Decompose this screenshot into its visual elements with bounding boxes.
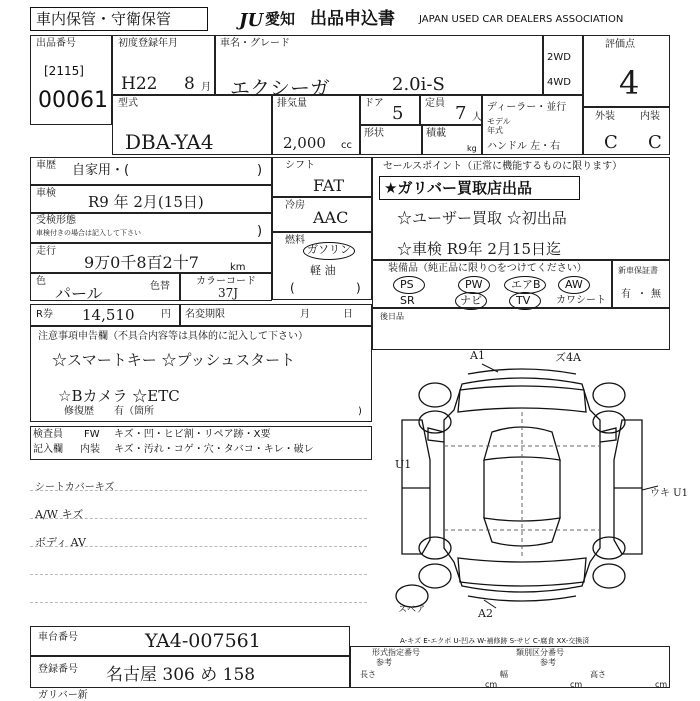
inspector-label-1: 検査員 <box>33 429 63 440</box>
selling-point-1: ☆ユーザー買取 ☆初出品 <box>397 209 567 227</box>
recycle-unit: 円 <box>161 309 171 320</box>
plate-value: 名古屋 306 め 158 <box>106 665 256 685</box>
reg-month-unit: 月 <box>201 82 211 93</box>
history-value: 自家用・( <box>72 163 130 178</box>
class-ref: 参考 <box>540 658 556 667</box>
reg-month: 8 <box>184 74 195 94</box>
accept-label: 受検形態 <box>36 215 76 226</box>
notes-label: 注意事項申告欄（不具合内容等は具体的に記入して下さい） <box>38 331 308 342</box>
mark-a2: A2 <box>478 607 493 620</box>
notes-line-2: ☆Bカメラ ☆ETC <box>58 387 180 405</box>
mileage-unit: km <box>230 262 246 273</box>
equip-airbag: エアB <box>511 278 541 291</box>
accept-close: ) <box>257 224 263 239</box>
reg-era: H22 <box>121 74 158 94</box>
remark-2: A/W キズ <box>35 508 84 521</box>
transfer-month: 月 <box>300 309 310 320</box>
notes-line-1: ☆スマートキー ☆プッシュスタート <box>52 351 296 369</box>
fw-text: キズ・凹・ヒビ割・リペア跡・X要 <box>114 429 271 440</box>
warranty-yes: 有 <box>621 289 631 300</box>
length-label: 長さ <box>360 670 376 679</box>
spec-ref: 参考 <box>376 658 392 667</box>
repair-close: ) <box>358 406 362 417</box>
width-label: 幅 <box>500 670 508 679</box>
mileage-label: 走行 <box>36 246 56 257</box>
height-cm: cm <box>655 680 668 689</box>
inspect-value: R9 年 2月(15日) <box>88 193 204 211</box>
lot-number: 00061 <box>38 88 108 113</box>
cap-unit: 人 <box>472 112 482 123</box>
int-label: 内装 <box>640 111 660 122</box>
doors-label: ドア <box>364 98 384 109</box>
mark-a1-top: A1 <box>470 349 485 362</box>
remark-3: ボディ AV <box>35 536 86 549</box>
equip-navi: ナビ <box>460 294 482 307</box>
ext-label: 外装 <box>595 111 615 122</box>
footer-text: ガリバー新 <box>38 690 88 701</box>
shift-value: FAT <box>313 176 345 195</box>
equip-aw-circle <box>558 276 590 294</box>
grade: 2.0i-S <box>392 74 445 95</box>
lot-label: 出品番号 <box>36 38 76 49</box>
score-label: 評価点 <box>605 39 635 50</box>
equip-aw: AW <box>565 278 583 291</box>
equip-seat: カワシート <box>556 295 606 306</box>
warranty-no: 無 <box>651 289 661 300</box>
fuel-1: ガソリン <box>303 242 355 260</box>
chassis-label: 車台番号 <box>38 632 78 643</box>
fuel-open: ( <box>290 281 295 295</box>
remark-1: シートカバーキズ <box>35 482 115 493</box>
transfer-label: 名変期限 <box>185 309 225 320</box>
fuel-2: 軽 油 <box>310 264 336 277</box>
disp-value: 2,000 <box>283 134 326 152</box>
load-label: 積載 <box>426 128 446 139</box>
org-english: JAPAN USED CAR DEALERS ASSOCIATION <box>419 14 624 25</box>
doors-value: 5 <box>392 103 404 124</box>
recycle-value: 14,510 <box>82 306 135 324</box>
form-title: 出品申込書 <box>310 9 395 29</box>
warranty-sep: ・ <box>637 289 647 300</box>
accept-sub: 車検付きの場合は記入して下さい <box>36 229 141 237</box>
mark-u1: U1 <box>395 458 412 471</box>
ju-logo: JU <box>239 10 264 31</box>
cap-label: 定員 <box>425 98 445 109</box>
in-text: キズ・汚れ・コゲ・穴・タバコ・キレ・破レ <box>114 444 314 455</box>
drive-4wd: 4WD <box>547 77 571 88</box>
cap-value: 7 <box>455 103 467 124</box>
ac-value: AAC <box>313 208 349 227</box>
ext-value: C <box>604 132 618 153</box>
ac-label: 冷房 <box>285 200 305 211</box>
mark-right: ウキ U1 <box>650 488 688 499</box>
inspector-label-2: 記入欄 <box>33 444 63 455</box>
color-no-label: 色替 <box>150 281 170 292</box>
class-label: 類別区分番号 <box>516 648 564 657</box>
color-code: 37J <box>218 286 239 300</box>
selling-label: セールスポイント（正常に機能するものに限ります） <box>383 161 623 172</box>
warranty-label: 新車保証書 <box>618 266 658 275</box>
selling-banner: ★ガリバー買取店出品 <box>384 179 532 197</box>
model-label: 車名・グレード <box>220 38 290 49</box>
model-year-label2: 年式 <box>487 126 503 135</box>
color-code-label: カラーコード <box>196 276 256 287</box>
equipment-label: 装備品（純正品に限り○をつけてください） <box>388 263 587 274</box>
repair-label: 修復歴 <box>64 406 94 417</box>
equip-tv: TV <box>516 294 531 307</box>
equip-ps-circle <box>393 276 425 294</box>
fuel-label: 燃料 <box>285 235 305 246</box>
equip-ps: PS <box>400 278 414 291</box>
org-name: 愛知 <box>265 10 296 28</box>
length-cm: cm <box>485 680 498 689</box>
fuel-close: ) <box>356 281 361 295</box>
type-value: DBA-YA4 <box>125 130 214 154</box>
history-label: 車歴 <box>36 160 56 171</box>
history-cell <box>30 157 272 185</box>
notes-after-label: 後日品 <box>380 312 404 321</box>
load-unit: kg <box>467 144 477 153</box>
recycle-label: R券 <box>36 309 53 320</box>
history-close: ) <box>257 163 263 178</box>
width-cm: cm <box>570 680 583 689</box>
corner-label: 車内保管・守衛保管 <box>36 10 172 28</box>
score-value: 4 <box>619 64 640 102</box>
mark-top: ズ4A <box>555 351 581 364</box>
remarks-line <box>30 574 367 575</box>
equip-pw: PW <box>465 278 483 291</box>
in-label: 内装 <box>80 444 100 455</box>
notes-after-cell <box>372 308 670 350</box>
model-name: エクシーガ <box>230 76 330 100</box>
int-value: C <box>648 132 662 153</box>
chassis-value: YA4-007561 <box>145 630 261 652</box>
spare-label: スペア <box>398 605 426 615</box>
diagram-legend: A-キズ E-エクボ U-凹み W-補修跡 S-サビ C-腐食 XX-交換済 <box>400 637 590 645</box>
handle-label: ハンドル 左・右 <box>487 141 561 152</box>
type-label: 型式 <box>118 98 138 109</box>
shape-label: 形状 <box>364 128 384 139</box>
lot-sub: [2115] <box>44 64 84 78</box>
height-label: 高さ <box>590 670 606 679</box>
selling-point-2: ☆車検 R9年 2月15日迄 <box>397 240 562 258</box>
remarks-line <box>30 602 367 603</box>
shift-label: シフト <box>285 160 315 171</box>
disp-unit: cc <box>341 140 352 151</box>
drive-2wd: 2WD <box>547 52 571 63</box>
disp-label: 排気量 <box>277 98 307 109</box>
color-value: パール <box>55 284 103 303</box>
model-year-label: モデル <box>487 117 511 126</box>
dealer-label: ディーラー・並行 <box>487 102 567 113</box>
inspect-label: 車検 <box>36 188 56 199</box>
car-damage-diagram <box>372 350 670 622</box>
mileage-value: 9万0千8百2十7 <box>84 253 199 272</box>
plate-label: 登録番号 <box>38 664 78 675</box>
reg-label: 初度登録年月 <box>118 38 178 49</box>
repair-value: 有（箇所 <box>114 406 154 417</box>
equip-sr: SR <box>400 294 415 307</box>
transfer-day: 日 <box>343 309 353 320</box>
spec-label: 形式指定番号 <box>372 648 420 657</box>
color-label: 色 <box>36 276 46 287</box>
fw-label: FW <box>84 429 100 440</box>
